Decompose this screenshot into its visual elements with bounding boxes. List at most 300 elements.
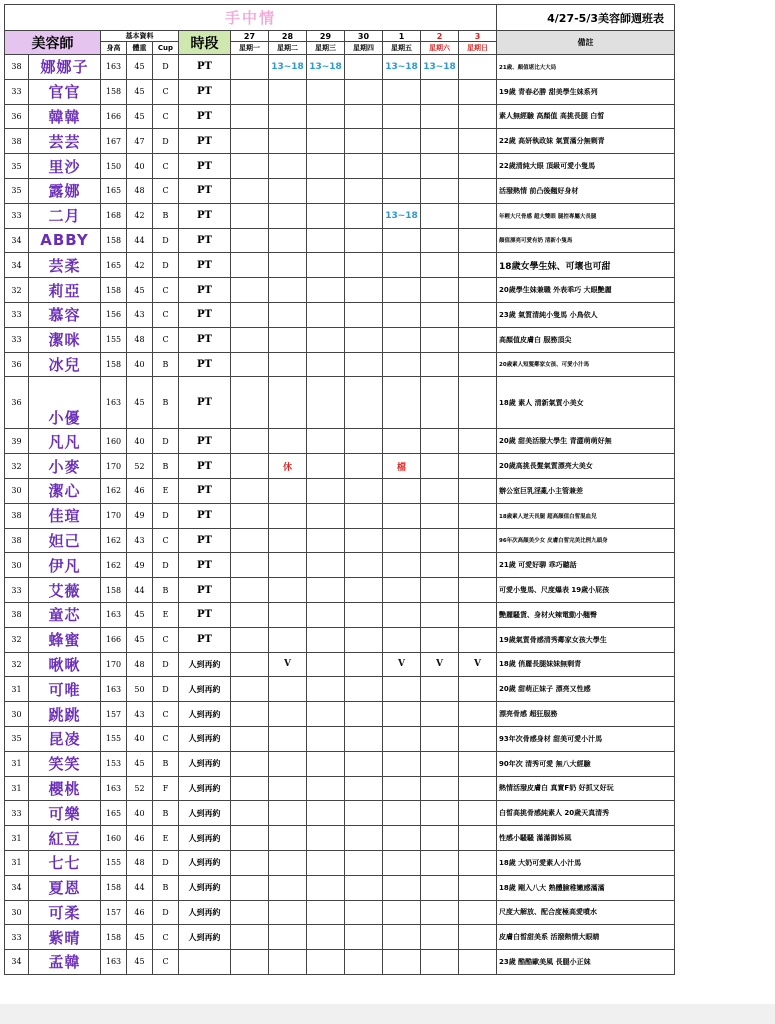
cup-cell: D: [153, 253, 179, 278]
age-cell: 33: [5, 302, 29, 327]
day-cell: [459, 55, 497, 80]
day-cell: [307, 154, 345, 179]
staff-name: 可柔: [29, 900, 101, 925]
day-cell: [345, 801, 383, 826]
age-cell: 30: [5, 478, 29, 503]
height-cell: 150: [101, 154, 127, 179]
day-cell: [421, 429, 459, 454]
day-cell: [421, 801, 459, 826]
day-cell: [269, 503, 307, 528]
day-cell: [307, 503, 345, 528]
day-cell: [421, 79, 459, 104]
day-cell: [269, 302, 307, 327]
day-cell: [231, 875, 269, 900]
note-cell: 20歲素人短髮鄰家女孩、可愛小汁馬: [497, 352, 675, 377]
slot-cell: PT: [179, 228, 231, 253]
day-cell: [307, 253, 345, 278]
weight-cell: 45: [127, 602, 153, 627]
day-cell: [383, 478, 421, 503]
day-cell: [459, 454, 497, 479]
staff-name: 芸柔: [29, 253, 101, 278]
day-cell: [269, 875, 307, 900]
header-weekday: 星期四: [345, 42, 383, 55]
day-cell: [459, 578, 497, 603]
table-row: [5, 652, 675, 677]
day-cell: [231, 154, 269, 179]
weight-cell: 48: [127, 178, 153, 203]
day-cell: [345, 925, 383, 950]
table-row: [5, 578, 675, 603]
table-row: [5, 55, 675, 80]
slot-cell: 人到再約: [179, 850, 231, 875]
day-cell: [345, 478, 383, 503]
note-cell: 21歲、顏值堪比大大局: [497, 55, 675, 80]
day-cell: [269, 925, 307, 950]
slot-cell: PT: [179, 129, 231, 154]
day-cell: [459, 104, 497, 129]
age-cell: 38: [5, 503, 29, 528]
table-row: [5, 677, 675, 702]
height-cell: 153: [101, 751, 127, 776]
height-cell: 170: [101, 503, 127, 528]
day-cell: [269, 178, 307, 203]
note-cell: 可愛小隻馬、尺度爆表 19歲小屁孩: [497, 578, 675, 603]
day-cell: [307, 950, 345, 975]
day-cell: [307, 578, 345, 603]
header-date: 29: [307, 31, 345, 42]
weight-cell: 49: [127, 553, 153, 578]
day-cell: [307, 553, 345, 578]
day-cell: [231, 900, 269, 925]
day-cell: [269, 627, 307, 652]
day-cell: [269, 228, 307, 253]
day-cell: [231, 178, 269, 203]
table-row: [5, 900, 675, 925]
day-cell: [269, 602, 307, 627]
slot-cell: PT: [179, 503, 231, 528]
height-cell: 158: [101, 925, 127, 950]
day-cell: [231, 627, 269, 652]
slot-cell: PT: [179, 154, 231, 179]
day-cell: [231, 129, 269, 154]
staff-name: 跳跳: [29, 702, 101, 727]
day-cell: [383, 503, 421, 528]
weight-cell: 45: [127, 79, 153, 104]
day-cell: [383, 129, 421, 154]
day-cell: [345, 302, 383, 327]
staff-name: 笑笑: [29, 751, 101, 776]
slot-cell: PT: [179, 79, 231, 104]
height-cell: 160: [101, 826, 127, 851]
day-cell: [269, 850, 307, 875]
height-cell: 163: [101, 55, 127, 80]
weight-cell: 43: [127, 702, 153, 727]
day-cell: [269, 154, 307, 179]
table-row: [5, 553, 675, 578]
slot-cell: PT: [179, 578, 231, 603]
cup-cell: D: [153, 129, 179, 154]
day-cell: [421, 677, 459, 702]
staff-name: 妲己: [29, 528, 101, 553]
slot-cell: 人到再約: [179, 702, 231, 727]
table-row: [5, 178, 675, 203]
staff-name: 紫晴: [29, 925, 101, 950]
day-cell: [459, 478, 497, 503]
weight-cell: 45: [127, 925, 153, 950]
cup-cell: D: [153, 55, 179, 80]
header-weekday: 星期日: [459, 42, 497, 55]
cup-cell: E: [153, 826, 179, 851]
cup-cell: C: [153, 702, 179, 727]
day-cell: [307, 454, 345, 479]
slot-cell: PT: [179, 352, 231, 377]
day-cell: [383, 925, 421, 950]
staff-name: 孟韓: [29, 950, 101, 975]
day-cell: [459, 677, 497, 702]
weight-cell: 45: [127, 278, 153, 303]
day-cell: [459, 352, 497, 377]
day-cell: [269, 677, 307, 702]
weight-cell: 40: [127, 726, 153, 751]
header-date: 3: [459, 31, 497, 42]
day-cell: [459, 726, 497, 751]
height-cell: 162: [101, 478, 127, 503]
slot-cell: PT: [179, 55, 231, 80]
slot-cell: 人到再約: [179, 677, 231, 702]
day-cell: [345, 55, 383, 80]
cup-cell: F: [153, 776, 179, 801]
cup-cell: C: [153, 302, 179, 327]
day-cell: [231, 801, 269, 826]
cup-cell: D: [153, 677, 179, 702]
day-cell: [231, 702, 269, 727]
day-cell: [383, 278, 421, 303]
age-cell: 30: [5, 900, 29, 925]
note-cell: 18歲 剛入八大 熟體臉稚嫩感滿滿: [497, 875, 675, 900]
weight-cell: 44: [127, 578, 153, 603]
viewer-bottom-bar: [0, 1004, 775, 1024]
note-cell: 19歲 青春必勝 甜美學生妹系列: [497, 79, 675, 104]
header-weekday: 星期六: [421, 42, 459, 55]
day-cell: [421, 203, 459, 228]
cup-cell: B: [153, 875, 179, 900]
day-cell: [345, 776, 383, 801]
height-cell: 162: [101, 528, 127, 553]
cup-cell: D: [153, 228, 179, 253]
day-cell: [231, 503, 269, 528]
day-cell: [345, 875, 383, 900]
height-cell: 156: [101, 302, 127, 327]
note-cell: 22歲 高妍執政妹 氣質滿分無剩青: [497, 129, 675, 154]
cup-cell: E: [153, 602, 179, 627]
day-cell: [345, 178, 383, 203]
note-cell: 艷麗騷貨、身材火辣電動小翹臀: [497, 602, 675, 627]
day-cell: [459, 253, 497, 278]
day-cell: [383, 726, 421, 751]
table-row: [5, 129, 675, 154]
header-date: 30: [345, 31, 383, 42]
day-cell: [421, 850, 459, 875]
day-cell: [345, 826, 383, 851]
height-cell: 165: [101, 253, 127, 278]
slot-cell: PT: [179, 553, 231, 578]
day-cell: [307, 826, 345, 851]
staff-name: 里沙: [29, 154, 101, 179]
height-cell: 163: [101, 377, 127, 429]
cup-cell: B: [153, 751, 179, 776]
note-cell: 23歲 氣質清純小隻馬 小鳥依人: [497, 302, 675, 327]
cup-cell: B: [153, 377, 179, 429]
table-row: [5, 154, 675, 179]
note-cell: 素人無經驗 高顏值 高挑長腿 白皙: [497, 104, 675, 129]
table-row: [5, 875, 675, 900]
day-cell: [307, 925, 345, 950]
day-cell: [345, 327, 383, 352]
day-cell: [383, 352, 421, 377]
day-cell: [459, 79, 497, 104]
height-cell: 158: [101, 79, 127, 104]
day-cell: [459, 553, 497, 578]
weight-cell: 46: [127, 478, 153, 503]
day-cell: [383, 702, 421, 727]
height-cell: 158: [101, 278, 127, 303]
day-cell: [231, 528, 269, 553]
cup-cell: C: [153, 154, 179, 179]
day-cell: [421, 129, 459, 154]
day-cell: V: [269, 652, 307, 677]
day-cell: [459, 801, 497, 826]
day-cell: [231, 377, 269, 429]
day-cell: 休: [269, 454, 307, 479]
day-cell: [383, 253, 421, 278]
day-cell: [459, 154, 497, 179]
day-cell: [459, 702, 497, 727]
header-date: 2: [421, 31, 459, 42]
day-cell: [459, 925, 497, 950]
weight-cell: 42: [127, 253, 153, 278]
cup-cell: C: [153, 79, 179, 104]
day-cell: [269, 129, 307, 154]
table-row: [5, 503, 675, 528]
staff-name: 芸芸: [29, 129, 101, 154]
staff-name: 凡凡: [29, 429, 101, 454]
day-cell: [421, 104, 459, 129]
day-cell: [269, 528, 307, 553]
weight-cell: 49: [127, 503, 153, 528]
height-cell: 158: [101, 875, 127, 900]
weight-cell: 48: [127, 850, 153, 875]
header-weekday: 星期三: [307, 42, 345, 55]
weight-cell: 40: [127, 429, 153, 454]
day-cell: [269, 726, 307, 751]
day-cell: [421, 900, 459, 925]
age-cell: 31: [5, 826, 29, 851]
note-cell: 辦公室巨乳淫亂小主管兼差: [497, 478, 675, 503]
staff-name: 慕容: [29, 302, 101, 327]
day-cell: [383, 553, 421, 578]
table-row: [5, 726, 675, 751]
height-cell: 167: [101, 129, 127, 154]
age-cell: 31: [5, 677, 29, 702]
day-cell: [231, 302, 269, 327]
day-cell: 13~18: [421, 55, 459, 80]
age-cell: 32: [5, 652, 29, 677]
cup-cell: C: [153, 627, 179, 652]
weight-cell: 40: [127, 801, 153, 826]
day-cell: [231, 327, 269, 352]
day-cell: [383, 875, 421, 900]
age-cell: 34: [5, 950, 29, 975]
day-cell: [421, 776, 459, 801]
day-cell: [421, 578, 459, 603]
cup-cell: C: [153, 925, 179, 950]
note-cell: 23歲 酷酷歐美風 長腿小正妹: [497, 950, 675, 975]
day-cell: [383, 950, 421, 975]
slot-cell: PT: [179, 454, 231, 479]
height-cell: 155: [101, 327, 127, 352]
day-cell: [421, 751, 459, 776]
day-cell: [421, 154, 459, 179]
slot-cell: PT: [179, 327, 231, 352]
day-cell: [231, 278, 269, 303]
note-cell: 18歲 大奶可愛素人小汁馬: [497, 850, 675, 875]
weight-cell: 47: [127, 129, 153, 154]
table-row: [5, 702, 675, 727]
day-cell: [345, 377, 383, 429]
age-cell: 38: [5, 528, 29, 553]
slot-cell: PT: [179, 253, 231, 278]
day-cell: [345, 129, 383, 154]
staff-name: 二月: [29, 203, 101, 228]
slot-cell: 人到再約: [179, 801, 231, 826]
staff-name: 蜂蜜: [29, 627, 101, 652]
age-cell: 38: [5, 55, 29, 80]
note-cell: 年輕大尺骨感 超大雙眼 腿控專屬大長腿: [497, 203, 675, 228]
age-cell: 35: [5, 178, 29, 203]
note-cell: 21歲 可愛好聊 乖巧聽話: [497, 553, 675, 578]
table-row: [5, 776, 675, 801]
table-row: [5, 302, 675, 327]
header-date: 27: [231, 31, 269, 42]
header-weight: 體重: [127, 42, 153, 55]
height-cell: 166: [101, 627, 127, 652]
day-cell: [307, 652, 345, 677]
day-cell: [269, 104, 307, 129]
note-cell: 熱情活潑皮膚白 真實F奶 好抓又好玩: [497, 776, 675, 801]
age-cell: 35: [5, 726, 29, 751]
day-cell: [383, 154, 421, 179]
day-cell: [231, 677, 269, 702]
day-cell: [307, 377, 345, 429]
day-cell: [345, 950, 383, 975]
cup-cell: D: [153, 553, 179, 578]
height-cell: 163: [101, 677, 127, 702]
weight-cell: 43: [127, 302, 153, 327]
age-cell: 30: [5, 553, 29, 578]
slot-cell: 人到再約: [179, 900, 231, 925]
day-cell: [459, 429, 497, 454]
day-cell: [459, 875, 497, 900]
table-row: [5, 327, 675, 352]
table-row: [5, 826, 675, 851]
day-cell: [307, 429, 345, 454]
day-cell: [231, 55, 269, 80]
age-cell: 36: [5, 352, 29, 377]
note-cell: 漂亮骨感 超狂服務: [497, 702, 675, 727]
day-cell: [231, 925, 269, 950]
day-cell: 檔: [383, 454, 421, 479]
cup-cell: C: [153, 726, 179, 751]
age-cell: 30: [5, 702, 29, 727]
day-cell: [269, 826, 307, 851]
header-notes: 備註: [497, 31, 675, 55]
day-cell: [383, 776, 421, 801]
day-cell: [459, 302, 497, 327]
day-cell: [421, 826, 459, 851]
day-cell: [269, 352, 307, 377]
table-row: [5, 801, 675, 826]
day-cell: V: [421, 652, 459, 677]
day-cell: [231, 950, 269, 975]
day-cell: [421, 602, 459, 627]
note-cell: 尺度大解放、配合度極高愛噴水: [497, 900, 675, 925]
day-cell: [345, 253, 383, 278]
cup-cell: B: [153, 454, 179, 479]
cup-cell: D: [153, 652, 179, 677]
day-cell: [307, 751, 345, 776]
day-cell: [269, 278, 307, 303]
weight-cell: 45: [127, 377, 153, 429]
day-cell: [383, 228, 421, 253]
staff-name: 櫻桃: [29, 776, 101, 801]
note-cell: 90年次 清秀可愛 無八大經驗: [497, 751, 675, 776]
day-cell: [421, 278, 459, 303]
day-cell: [383, 302, 421, 327]
day-cell: [345, 751, 383, 776]
slot-cell: 人到再約: [179, 776, 231, 801]
note-cell: 顏值漂亮可愛有奶 清新小隻馬: [497, 228, 675, 253]
day-cell: [269, 950, 307, 975]
height-cell: 165: [101, 178, 127, 203]
day-cell: [269, 776, 307, 801]
age-cell: 38: [5, 602, 29, 627]
day-cell: [307, 278, 345, 303]
day-cell: [421, 702, 459, 727]
age-cell: 36: [5, 377, 29, 429]
table-row: [5, 104, 675, 129]
day-cell: [269, 327, 307, 352]
staff-name: 露娜: [29, 178, 101, 203]
day-cell: [421, 302, 459, 327]
day-cell: [421, 178, 459, 203]
height-cell: 163: [101, 776, 127, 801]
day-cell: [307, 528, 345, 553]
table-row: [5, 751, 675, 776]
staff-name: 佳瑄: [29, 503, 101, 528]
day-cell: [269, 79, 307, 104]
day-cell: [383, 751, 421, 776]
note-cell: 18歲 俏麗長腿妹妹無剩青: [497, 652, 675, 677]
day-cell: [383, 578, 421, 603]
day-cell: [459, 528, 497, 553]
cup-cell: B: [153, 352, 179, 377]
header-date: 1: [383, 31, 421, 42]
staff-name: 可唯: [29, 677, 101, 702]
day-cell: [383, 677, 421, 702]
slot-cell: 人到再約: [179, 652, 231, 677]
cup-cell: C: [153, 528, 179, 553]
day-cell: V: [383, 652, 421, 677]
